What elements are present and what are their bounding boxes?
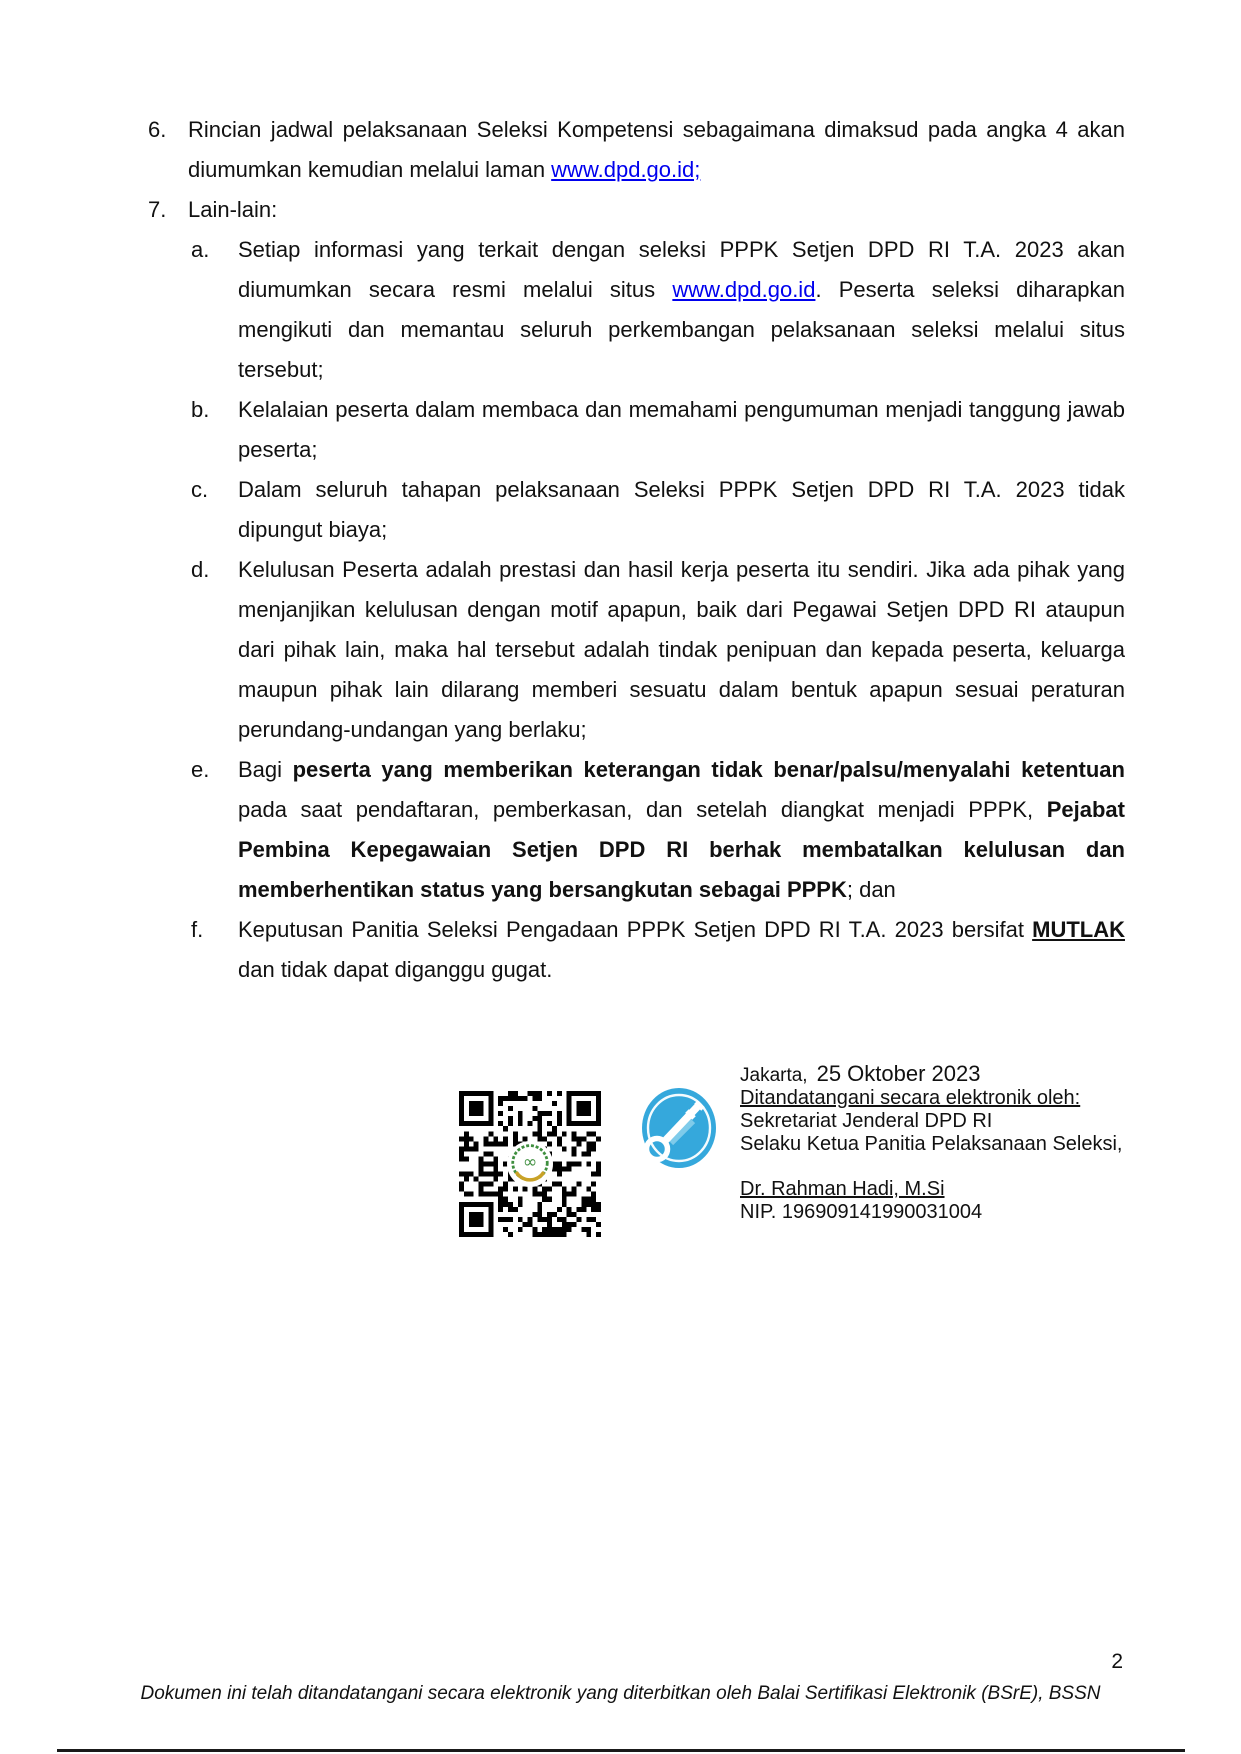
item-text: Lain-lain: <box>188 197 278 222</box>
link[interactable]: www.dpd.go.id <box>672 277 816 302</box>
signature-date: 25 Oktober 2023 <box>816 1061 981 1086</box>
page-number: 2 <box>1111 1650 1123 1673</box>
signer-nip: NIP. 196909141990031004 <box>740 1201 983 1223</box>
subitem-text: Setiap informasi yang terkait dengan seleksi PPPK Setjen DPD RI T.A. 2023 akan diumumkan secara resmi melalui situs www.dpd.go.id. Peserta seleksi diharapkan mengikuti dan memantau seluruh perkembangan pelaksanaan seleksi melalui situs tersebut; <box>238 237 1125 382</box>
bsre-key-stamp-icon <box>640 1086 718 1170</box>
list-subitem-e <box>191 750 1125 910</box>
bottom-rule <box>57 1749 1185 1752</box>
qr-code <box>459 1091 601 1237</box>
signature-organization: Sekretariat Jenderal DPD RI <box>740 1110 993 1132</box>
signature-place-date <box>740 1062 1126 1087</box>
svg-text:∞: ∞ <box>522 1152 538 1173</box>
subitem-text: Bagi peserta yang memberikan keterangan tidak benar/palsu/menyalahi ketentuan pada saat pendaftaran, pemberkasan, dan setelah diangkat menjadi PPPK, Pejabat Pembina Kepegawaian Setjen DPD RI berhak membatalkan kelulusan dan memberhentikan status yang bersangkutan sebagai PPPK; dan <box>238 757 1125 902</box>
numbered-list <box>148 110 1125 990</box>
subitem-letter: d. <box>191 557 210 582</box>
subitem-letter: b. <box>191 397 210 422</box>
item-text: Rincian jadwal pelaksanaan Seleksi Kompetensi sebagaimana dimaksud pada angka 4 akan diumumkan kemudian melalui laman www.dpd.go.id; <box>188 117 1125 182</box>
link[interactable]: www.dpd.go.id; <box>551 157 701 182</box>
subitem-text: Keputusan Panitia Seleksi Pengadaan PPPK Setjen DPD RI T.A. 2023 bersifat MUTLAK dan tidak dapat diganggu gugat. <box>238 917 1125 982</box>
subitem-letter: e. <box>191 757 210 782</box>
subitem-letter: c. <box>191 477 209 502</box>
subitem-letter: a. <box>191 237 210 262</box>
subitem-letter: f. <box>191 917 204 942</box>
signature-city: Jakarta, <box>740 1065 808 1086</box>
dpd-emblem-icon <box>507 1141 553 1187</box>
list-subitem-c <box>191 470 1125 550</box>
subitem-text: Kelulusan Peserta adalah prestasi dan hasil kerja peserta itu sendiri. Jika ada pihak yang menjanjikan kelulusan dengan motif apapun, baik dari Pegawai Setjen DPD RI ataupun dari pihak lain, maka hal tersebut adalah tindak penipuan dan kepada peserta, keluarga maupun pihak lain dilarang memberi sesuatu dalam bentuk apapun sesuai peraturan perundang-undangan yang berlaku; <box>238 557 1125 742</box>
signer-name: Dr. Rahman Hadi, M.Si <box>740 1178 945 1200</box>
list-subitem-a <box>191 230 1125 390</box>
item-number: 7. <box>148 197 167 222</box>
signature-signed-by-label: Ditandatangani secara elektronik oleh: <box>740 1087 1081 1109</box>
signature-block <box>740 1062 1126 1224</box>
list-item-7 <box>148 190 1125 230</box>
list-subitem-b <box>191 390 1125 470</box>
item-number: 6. <box>148 117 167 142</box>
subitem-text: Kelalaian peserta dalam membaca dan memahami pengumuman menjadi tanggung jawab peserta; <box>238 397 1125 462</box>
list-subitem-f <box>191 910 1125 990</box>
subitem-text: Dalam seluruh tahapan pelaksanaan Seleksi PPPK Setjen DPD RI T.A. 2023 tidak dipungut biaya; <box>238 477 1125 542</box>
signature-role: Selaku Ketua Panitia Pelaksanaan Seleksi, <box>740 1133 1123 1155</box>
footer-note: Dokumen ini telah ditandatangani secara elektronik yang diterbitkan oleh Balai Sertifikasi Elektronik (BSrE), BSSN <box>140 1683 1101 1704</box>
list-subitem-d <box>191 550 1125 750</box>
list-item-6 <box>148 110 1125 190</box>
